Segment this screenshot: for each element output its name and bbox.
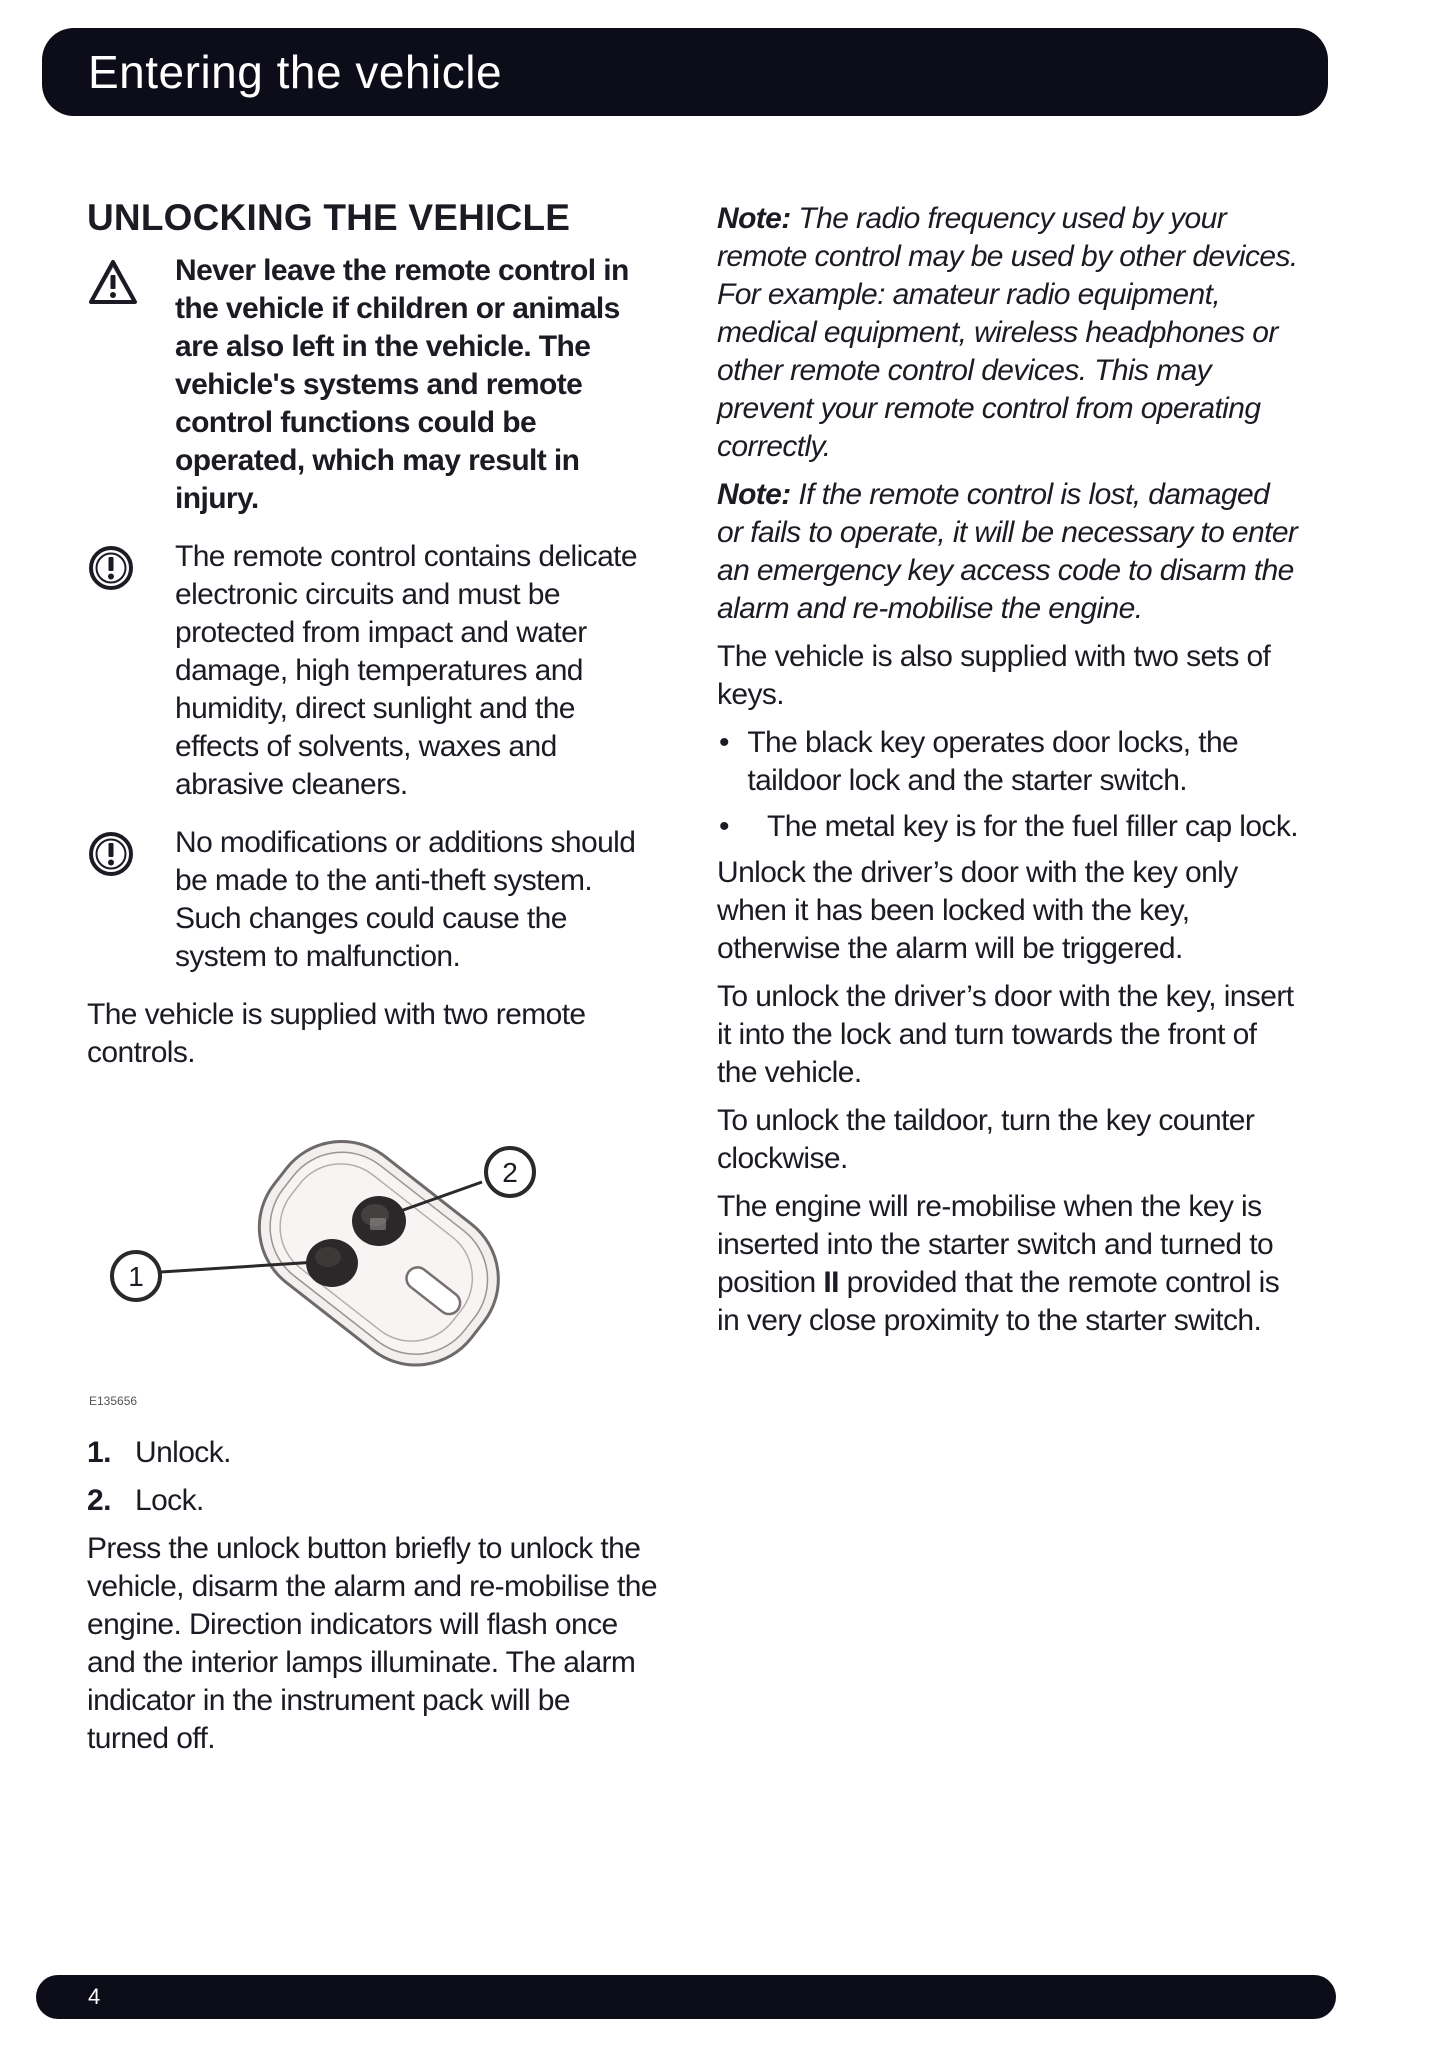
- paragraph: To unlock the driver’s door with the key, insert it into the lock and turn towards the front of the vehicle.: [717, 980, 1294, 1089]
- position-label: II: [823, 1266, 839, 1299]
- lock-button-shape: [352, 1196, 406, 1246]
- page-number: 4: [88, 1984, 101, 2009]
- note-text: If the remote control is lost, damaged or fails to operate, it will be necessary to enter an emergency key access code to disarm the alarm and re-mobilise the engine.: [717, 478, 1298, 625]
- caution-notice: [87, 538, 659, 814]
- bullet-item: [717, 724, 1301, 800]
- note-label: Note:: [717, 202, 791, 235]
- section-heading: UNLOCKING THE VEHICLE: [87, 197, 571, 238]
- warning-text: Never leave the remote control in the vehicle if children or animals are also left in the vehicle. The vehicle's systems and remote control functions could be operated, which may result in injury.: [175, 254, 629, 515]
- list-text: Lock.: [135, 1484, 204, 1517]
- paragraph: The vehicle is supplied with two remote controls.: [87, 998, 586, 1069]
- figure-code: E135656: [89, 1394, 138, 1408]
- callout-1: 1: [128, 1261, 144, 1292]
- paragraph: The vehicle is also supplied with two sets of keys.: [717, 640, 1271, 711]
- remote-control-illustration: [87, 1094, 607, 1394]
- list-text: Unlock.: [135, 1436, 231, 1469]
- bullet-item: [717, 808, 1301, 846]
- caution-text: No modifications or additions should be made to the anti-theft system. Such changes could cause the system to malfunction.: [175, 826, 636, 973]
- paragraph: To unlock the taildoor, turn the key counter clockwise.: [717, 1104, 1255, 1175]
- bullet-icon: •: [719, 810, 729, 843]
- list-item: [87, 1434, 659, 1472]
- paragraph: [717, 1188, 1301, 1340]
- warning-notice: [87, 252, 659, 528]
- footer-bar: [36, 1975, 1336, 2019]
- right-column: [717, 200, 1301, 1350]
- caution-exclamation-icon: [87, 538, 175, 592]
- header-bar: [42, 28, 1328, 116]
- caution-notice: [87, 824, 659, 986]
- remote-control-figure: [87, 1094, 607, 1414]
- left-column: [87, 196, 659, 1768]
- callout-2: 2: [502, 1157, 518, 1188]
- note: [717, 200, 1301, 466]
- paragraph-text: The engine will re-mobilise when the key is inserted into the starter switch and turned to position: [717, 1190, 1274, 1299]
- caution-text: The remote control contains delicate electronic circuits and must be protected from impact and water damage, high temperatures and humidity, direct sunlight and the effects of solvents, waxes and abrasive cleaners.: [175, 540, 637, 801]
- paragraph: Unlock the driver’s door with the key only when it has been locked with the key, otherwise the alarm will be triggered.: [717, 856, 1238, 965]
- note-text: The radio frequency used by your remote control may be used by other devices. For example: amateur radio equipment, medical equipment, wireless headphones or other remote control devices. This may prevent your remote control from operating correctly.: [717, 202, 1298, 463]
- bullet-text: The black key operates door locks, the taildoor lock and the starter switch.: [747, 726, 1239, 797]
- bullet-icon: •: [719, 726, 729, 759]
- paragraph: Press the unlock button briefly to unlock the vehicle, disarm the alarm and re-mobilise the engine. Direction indicators will flash once and the interior lamps illuminate. The alarm indicator in the instrument pack will be turned off.: [87, 1532, 657, 1755]
- note-label: Note:: [717, 478, 791, 511]
- page-title: Entering the vehicle: [88, 46, 503, 98]
- warning-triangle-icon: [87, 252, 175, 308]
- list-number: 2.: [87, 1484, 111, 1517]
- caution-exclamation-icon: [87, 824, 175, 878]
- list-number: 1.: [87, 1436, 111, 1469]
- paragraph-text: provided that the remote control is in very close proximity to the starter switch.: [717, 1266, 1280, 1337]
- bullet-text: The metal key is for the fuel filler cap lock.: [767, 810, 1298, 843]
- list-item: [87, 1482, 659, 1520]
- note: [717, 476, 1301, 628]
